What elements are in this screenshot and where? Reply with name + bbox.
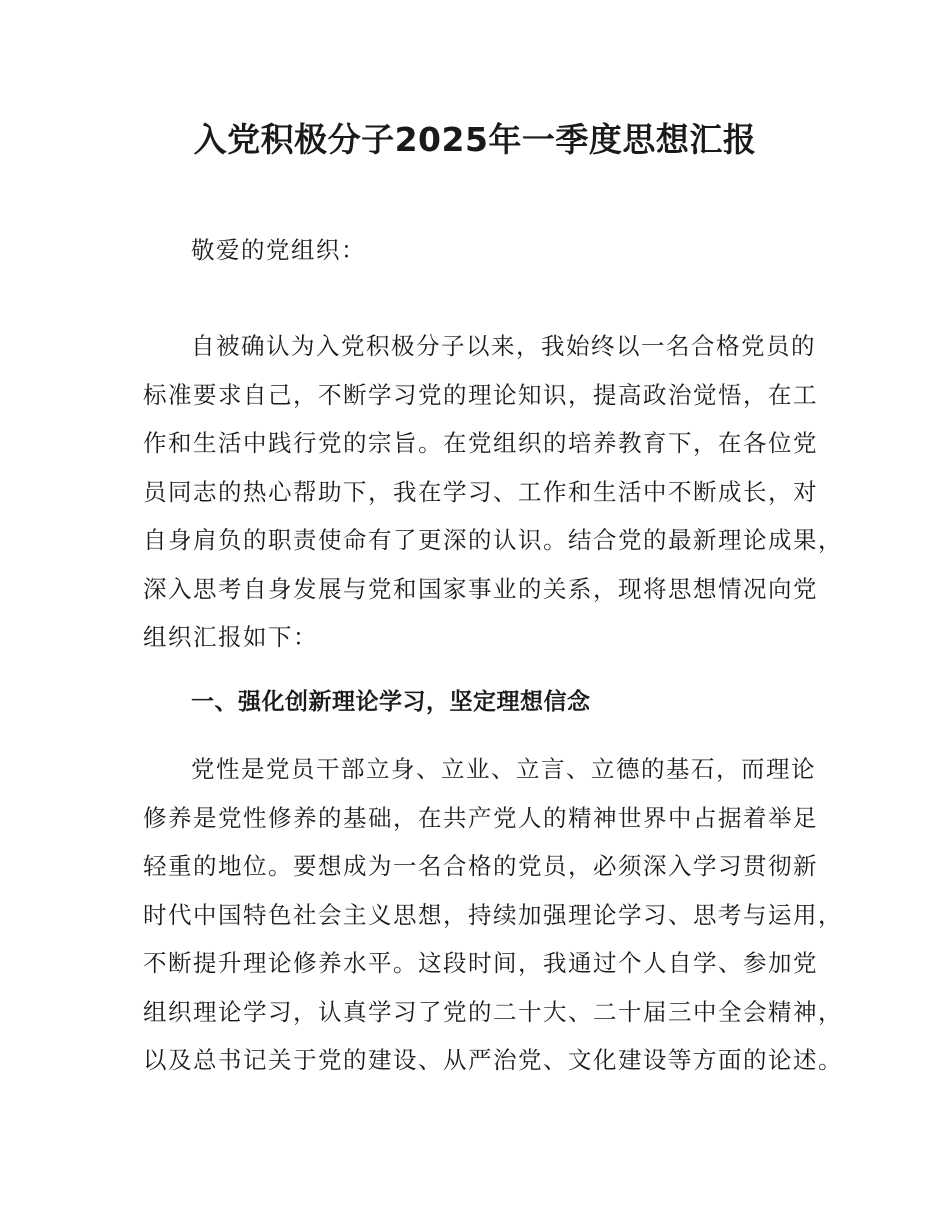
salutation: 敬爱的党组织： (191, 236, 366, 264)
paragraph-line: 以及总书记关于党的建设、从严治党、文化建设等方面的论述。 (143, 1046, 843, 1074)
document-title: 入党积极分子2025年一季度思想汇报 (193, 120, 757, 159)
paragraph-2 (143, 745, 843, 1085)
paragraph-line: 组织理论学习，认真学习了党的二十大、二十届三中全会精神， (143, 997, 843, 1026)
paragraph-line: 员同志的热心帮助下，我在学习、工作和生活中不断成长，对 (143, 477, 818, 506)
paragraph-line: 轻重的地位。要想成为一名合格的党员，必须深入学习贯彻新 (143, 852, 818, 880)
section-heading: 一、强化创新理论学习，坚定理想信念 (191, 689, 591, 715)
paragraph-line: 深入思考自身发展与党和国家事业的关系，现将思想情况向党 (143, 574, 818, 603)
paragraph-line: 党性是党员干部立身、立业、立言、立德的基石，而理论 (191, 755, 816, 783)
paragraph-line: 标准要求自己，不断学习党的理论知识，提高政治觉悟，在工 (143, 380, 818, 409)
paragraph-line: 作和生活中践行党的宗旨。在党组织的培养教育下，在各位党 (143, 429, 818, 457)
paragraph-line: 不断提升理论修养水平。这段时间，我通过个人自学、参加党 (143, 949, 818, 977)
paragraph-line: 时代中国特色社会主义思想，持续加强理论学习、思考与运用， (143, 900, 843, 929)
paragraph-line: 自身肩负的职责使命有了更深的认识。结合党的最新理论成果， (143, 526, 843, 554)
paragraph-line: 组织汇报如下： (143, 623, 318, 651)
paragraph-line: 修养是党性修养的基础，在共产党人的精神世界中占据着举足 (143, 803, 818, 832)
paragraph-line: 自被确认为入党积极分子以来，我始终以一名合格党员的 (191, 332, 816, 360)
paragraph-1 (143, 322, 843, 662)
